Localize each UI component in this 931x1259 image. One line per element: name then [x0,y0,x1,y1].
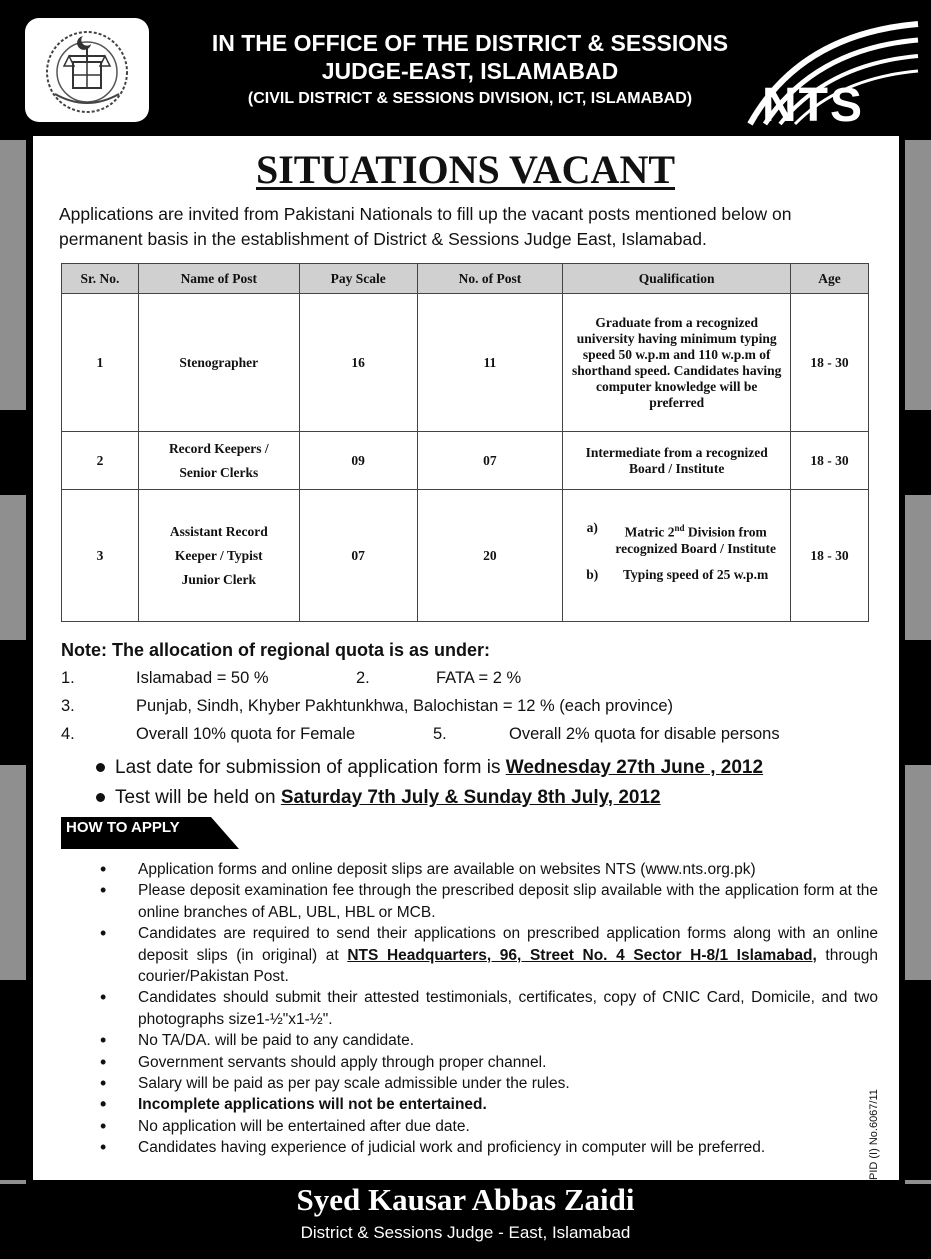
quota-num: 3. [61,697,75,715]
left-border [0,140,26,1184]
cell-sr: 3 [62,490,139,622]
quota-item: Punjab, Sindh, Khyber Pakhtunkhwa, Balochistan = 12 % (each province) [136,697,674,715]
cell-qualification: Graduate from a recognized university having minimum typing speed 50 w.p.m and 110 w.p.m of shorthand speed. Candidates having computer knowledge will be preferred [563,294,791,432]
list-item: • Candidates having experience of judicial work and proficiency in computer will be preferred. [100,1137,878,1158]
cell-count: 20 [417,490,563,622]
quota-num: 5. [433,725,447,743]
col-header: Name of Post [138,264,299,294]
list-item: • Incomplete applications will not be entertained. [100,1094,878,1115]
vacancy-table [61,263,869,622]
cell-post: Assistant Record Keeper / Typist Junior Clerk [138,490,299,622]
apply-instructions [100,859,878,1159]
cell-age: 18 - 30 [791,294,869,432]
col-header: Sr. No. [62,264,139,294]
list-item: • Please deposit examination fee through the prescribed deposit slip available with the application form at the online branches of ABL, UBL, HBL or MCB. [100,880,878,923]
cell-count: 07 [417,432,563,490]
list-item: • Application forms and online deposit slips are available on websites NTS (www.nts.org.pk) [100,859,878,880]
test-date-line: Test will be held on Saturday 7th July & Sunday 8th July, 2012 [96,787,661,809]
bullet-icon [96,763,105,772]
last-date: Wednesday 27th June , 2012 [505,757,764,778]
header-line-3: (CIVIL DISTRICT & SESSIONS DIVISION, ICT, ISLAMABAD) [247,90,693,107]
quota-num: 4. [61,725,75,743]
table-row [62,490,869,622]
col-header: Pay Scale [299,264,417,294]
last-date-line: Last date for submission of application form is Wednesday 27th June , 2012 [96,757,763,779]
nts-logo-text: NTS [762,79,864,132]
col-header: Age [791,264,869,294]
list-item: • Candidates are required to send their applications on prescribed application forms along with an online deposit slips (in original) at NTS Headquarters, 96, Street No. 4 Sector H-8/1 Islamabad, through courier/Pakistan Post. [100,923,878,987]
list-item: • Salary will be paid as per pay scale admissible under the rules. [100,1073,878,1094]
intro-paragraph: Applications are invited from Pakistani Nationals to fill up the vacant posts mentioned below on permanent basis in the establishment of District & Sessions Judge East, Islamabad. [59,204,792,249]
quota-num: 1. [61,669,75,687]
how-to-apply-heading: HOW TO APPLY [66,819,180,836]
cell-qualification: a) Matric 2nd Division from recognized Board / Institute b) Typing speed of 25 w.p.m [563,490,791,622]
page-title: SITUATIONS VACANT [255,147,676,192]
list-item: • Candidates should submit their attested testimonials, certificates, copy of CNIC Card, Domicile, and two photographs size1-½"x1-½". [100,987,878,1030]
quota-num: 2. [356,669,370,687]
list-item: • Government servants should apply through proper channel. [100,1052,878,1073]
test-date: Saturday 7th July & Sunday 8th July, 2012 [280,787,661,808]
nts-address: NTS Headquarters, 96, Street No. 4 Sector H-8/1 Islamabad, [347,946,817,964]
cell-sr: 2 [62,432,139,490]
cell-post: Stenographer [138,294,299,432]
quota-heading: Note: The allocation of regional quota is as under: [61,640,491,660]
signatory-name: Syed Kausar Abbas Zaidi [296,1182,635,1217]
quota-item: Overall 10% quota for Female [136,725,356,743]
pid-number: PID (I) No.6067/11 [868,1089,880,1180]
cell-count: 11 [417,294,563,432]
table-row [62,294,869,432]
header-line-2: JUDGE-EAST, ISLAMABAD [321,58,619,84]
cell-qualification: Intermediate from a recognized Board / Institute [563,432,791,490]
cell-post: Record Keepers / Senior Clerks [138,432,299,490]
bullet-icon [96,793,105,802]
signatory-designation: District & Sessions Judge - East, Islamabad [300,1223,631,1242]
court-emblem [25,18,149,122]
cell-pay: 09 [299,432,417,490]
list-item: • No application will be entertained after due date. [100,1116,878,1137]
header [0,0,931,136]
cell-sr: 1 [62,294,139,432]
quota-item: FATA = 2 % [436,669,522,687]
table-header-row [62,264,869,294]
right-border [905,140,931,1184]
cell-pay: 07 [299,490,417,622]
quota-item: Islamabad = 50 % [136,669,269,687]
col-header: No. of Post [417,264,563,294]
list-item: • No TA/DA. will be paid to any candidate. [100,1030,878,1051]
seal-icon [35,22,139,118]
cell-age: 18 - 30 [791,490,869,622]
cell-age: 18 - 30 [791,432,869,490]
table-row [62,432,869,490]
col-header: Qualification [563,264,791,294]
header-line-1: IN THE OFFICE OF THE DISTRICT & SESSIONS [211,30,729,56]
quota-item: Overall 2% quota for disable persons [509,725,780,743]
cell-pay: 16 [299,294,417,432]
